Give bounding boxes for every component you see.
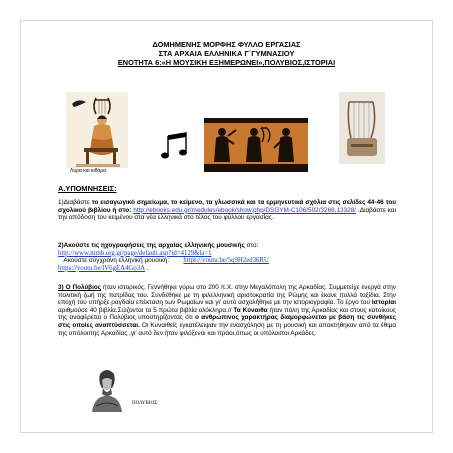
p3-text-1: ήταν ιστορικός. Γεννήθηκε γύρω στο 200 π.Χ. στην Μεγαλόπολη της Αρκαδίας. Συμμετείχε ενεργά στην πολιτική ζωή της πατρίδας του. Συνδέθηκε με τη φιλελληνική αριστοκρατία της Ρώμης και έκανε πολλά ταξίδια. Στην εποχή του υπήρξε ραγδαία επέκταση των Ρωμαίων και γι' αυτό ασχολήθηκε με την ιστοριογραφία. Το έργο του: [58, 284, 396, 307]
polybius-bust-image: [86, 366, 128, 412]
p3-text-2: αριθμούσε 40 βιβλία.Σώζονται τα 5 πρώτα βιβλία ολόκληρα.//: [58, 306, 234, 314]
paragraph-2: 2)Ακούστε τις ηχογραφήσεις της αρχαίας ελληνικής μουσικής στο: http://www.mmb.org.gr/page/default.asp?id=4129&la=1 Ακούστε σύγχρονη ελληνική μουσική: https://youtu.be/5q9H2ed36RU https://youtu.be/lV6gEA4Go3A .: [58, 242, 269, 272]
p3-polybius: 3) Ο Πολύβιος: [58, 284, 102, 291]
p3-text-4: Οι Κυναιθείς εγκατέλειψαν την ενασχόληση με τη μουσική και αποκτήθηκαν από τα έθιμα της υπόλοιπης Αρκαδίας ,γι' αυτό δεν ήταν φιλόξενοι και πράοι,όπως οι υπόλοιποι Αρκάδες.: [58, 321, 397, 337]
polybius-caption: ΠΟΛΥΒΙΟΣ: [132, 401, 157, 406]
instrument-photo-image: [339, 92, 385, 164]
p3-text-3: ήταν πόλη της Αρκαδίας και στους κατοίκους της αναφέρεται ο Πολύβιος υποστηρίζοντας ότι: [58, 306, 396, 322]
p1-suffix: .Διαβάστε και την απόδοση του κειμένου στα νέα ελληνικά στο τέλος του φύλλου εργασίας.: [58, 206, 396, 222]
paragraph-1: [58, 199, 396, 222]
p1-instruction: το εισαγωγικό σημείωμα, το κείμενο, τα γλωσσικά και τα ερμηνευτικά σχόλια στις σελίδες 44-46 του σχολικού βιβλίου ή στο:: [58, 199, 396, 214]
document-header: [60, 40, 393, 67]
youtube-link-2[interactable]: https://youtu.be/lV6gEA4Go3A: [58, 264, 146, 272]
section-title: Α.ΥΠΟΜΝΗΣΕΙΣ:: [58, 184, 117, 193]
p3-key-idea: ο ανθρώπινος χαρακτήρας διαμορφώνεται με βάση τις συνθήκες στις οποίες αναπτύσσεται.: [58, 314, 396, 329]
p1-prefix: 1)Διαβάστε: [58, 199, 92, 206]
header-line-1: ΔΟΜΗΜΕΝΗΣ ΜΟΡΦΗΣ ΦΥΛΛΟ ΕΡΓΑΣΙΑΣ: [152, 40, 301, 49]
page-frame: [20, 20, 433, 433]
vase-scene-image: [204, 118, 308, 172]
p3-kynaitha: Τα Κύναιθα: [233, 306, 268, 314]
ebook-link[interactable]: http://ebooks.edu.gr/modules/ebook/show.php/DSGYM-C106/502/3268,13328/: [133, 206, 357, 214]
lyre-figure-image: [66, 92, 128, 168]
p2-instruction: 2)Ακούστε τις ηχογραφήσεις της αρχαίας ελληνικής μουσικής: [58, 242, 245, 249]
p2-modern-music: Ακούστε σύγχρονη ελληνική μουσική:: [63, 257, 170, 265]
mmb-link[interactable]: http://www.mmb.org.gr/page/default.asp?id=4129&la=1: [58, 249, 212, 257]
paragraph-3: [58, 284, 396, 337]
p3-istoriai: Ιστορίαι: [371, 299, 396, 307]
music-notes-icon: [160, 132, 190, 160]
header-line-3: ΕΝΟΤΗΤΑ 6:«Η ΜΟΥΣΙΚΗ ΕΞΗΜΕΡΩΝΕΙ»,ΠΟΛΥΒΙΟΣ,ΙΣΤΟΡΙΑΙ: [117, 58, 336, 67]
p2-suffix: στο:: [244, 242, 259, 249]
youtube-link-1[interactable]: https://youtu.be/5q9H2ed36RU: [183, 257, 269, 265]
figure-caption: Λύρα και κιθάρα: [70, 168, 107, 174]
header-line-2: ΣΤΑ ΑΡΧΑΙΑ ΕΛΛΗΝΙΚΑ Γ΄ΓΥΜΝΑΣΙΟΥ: [158, 49, 295, 58]
